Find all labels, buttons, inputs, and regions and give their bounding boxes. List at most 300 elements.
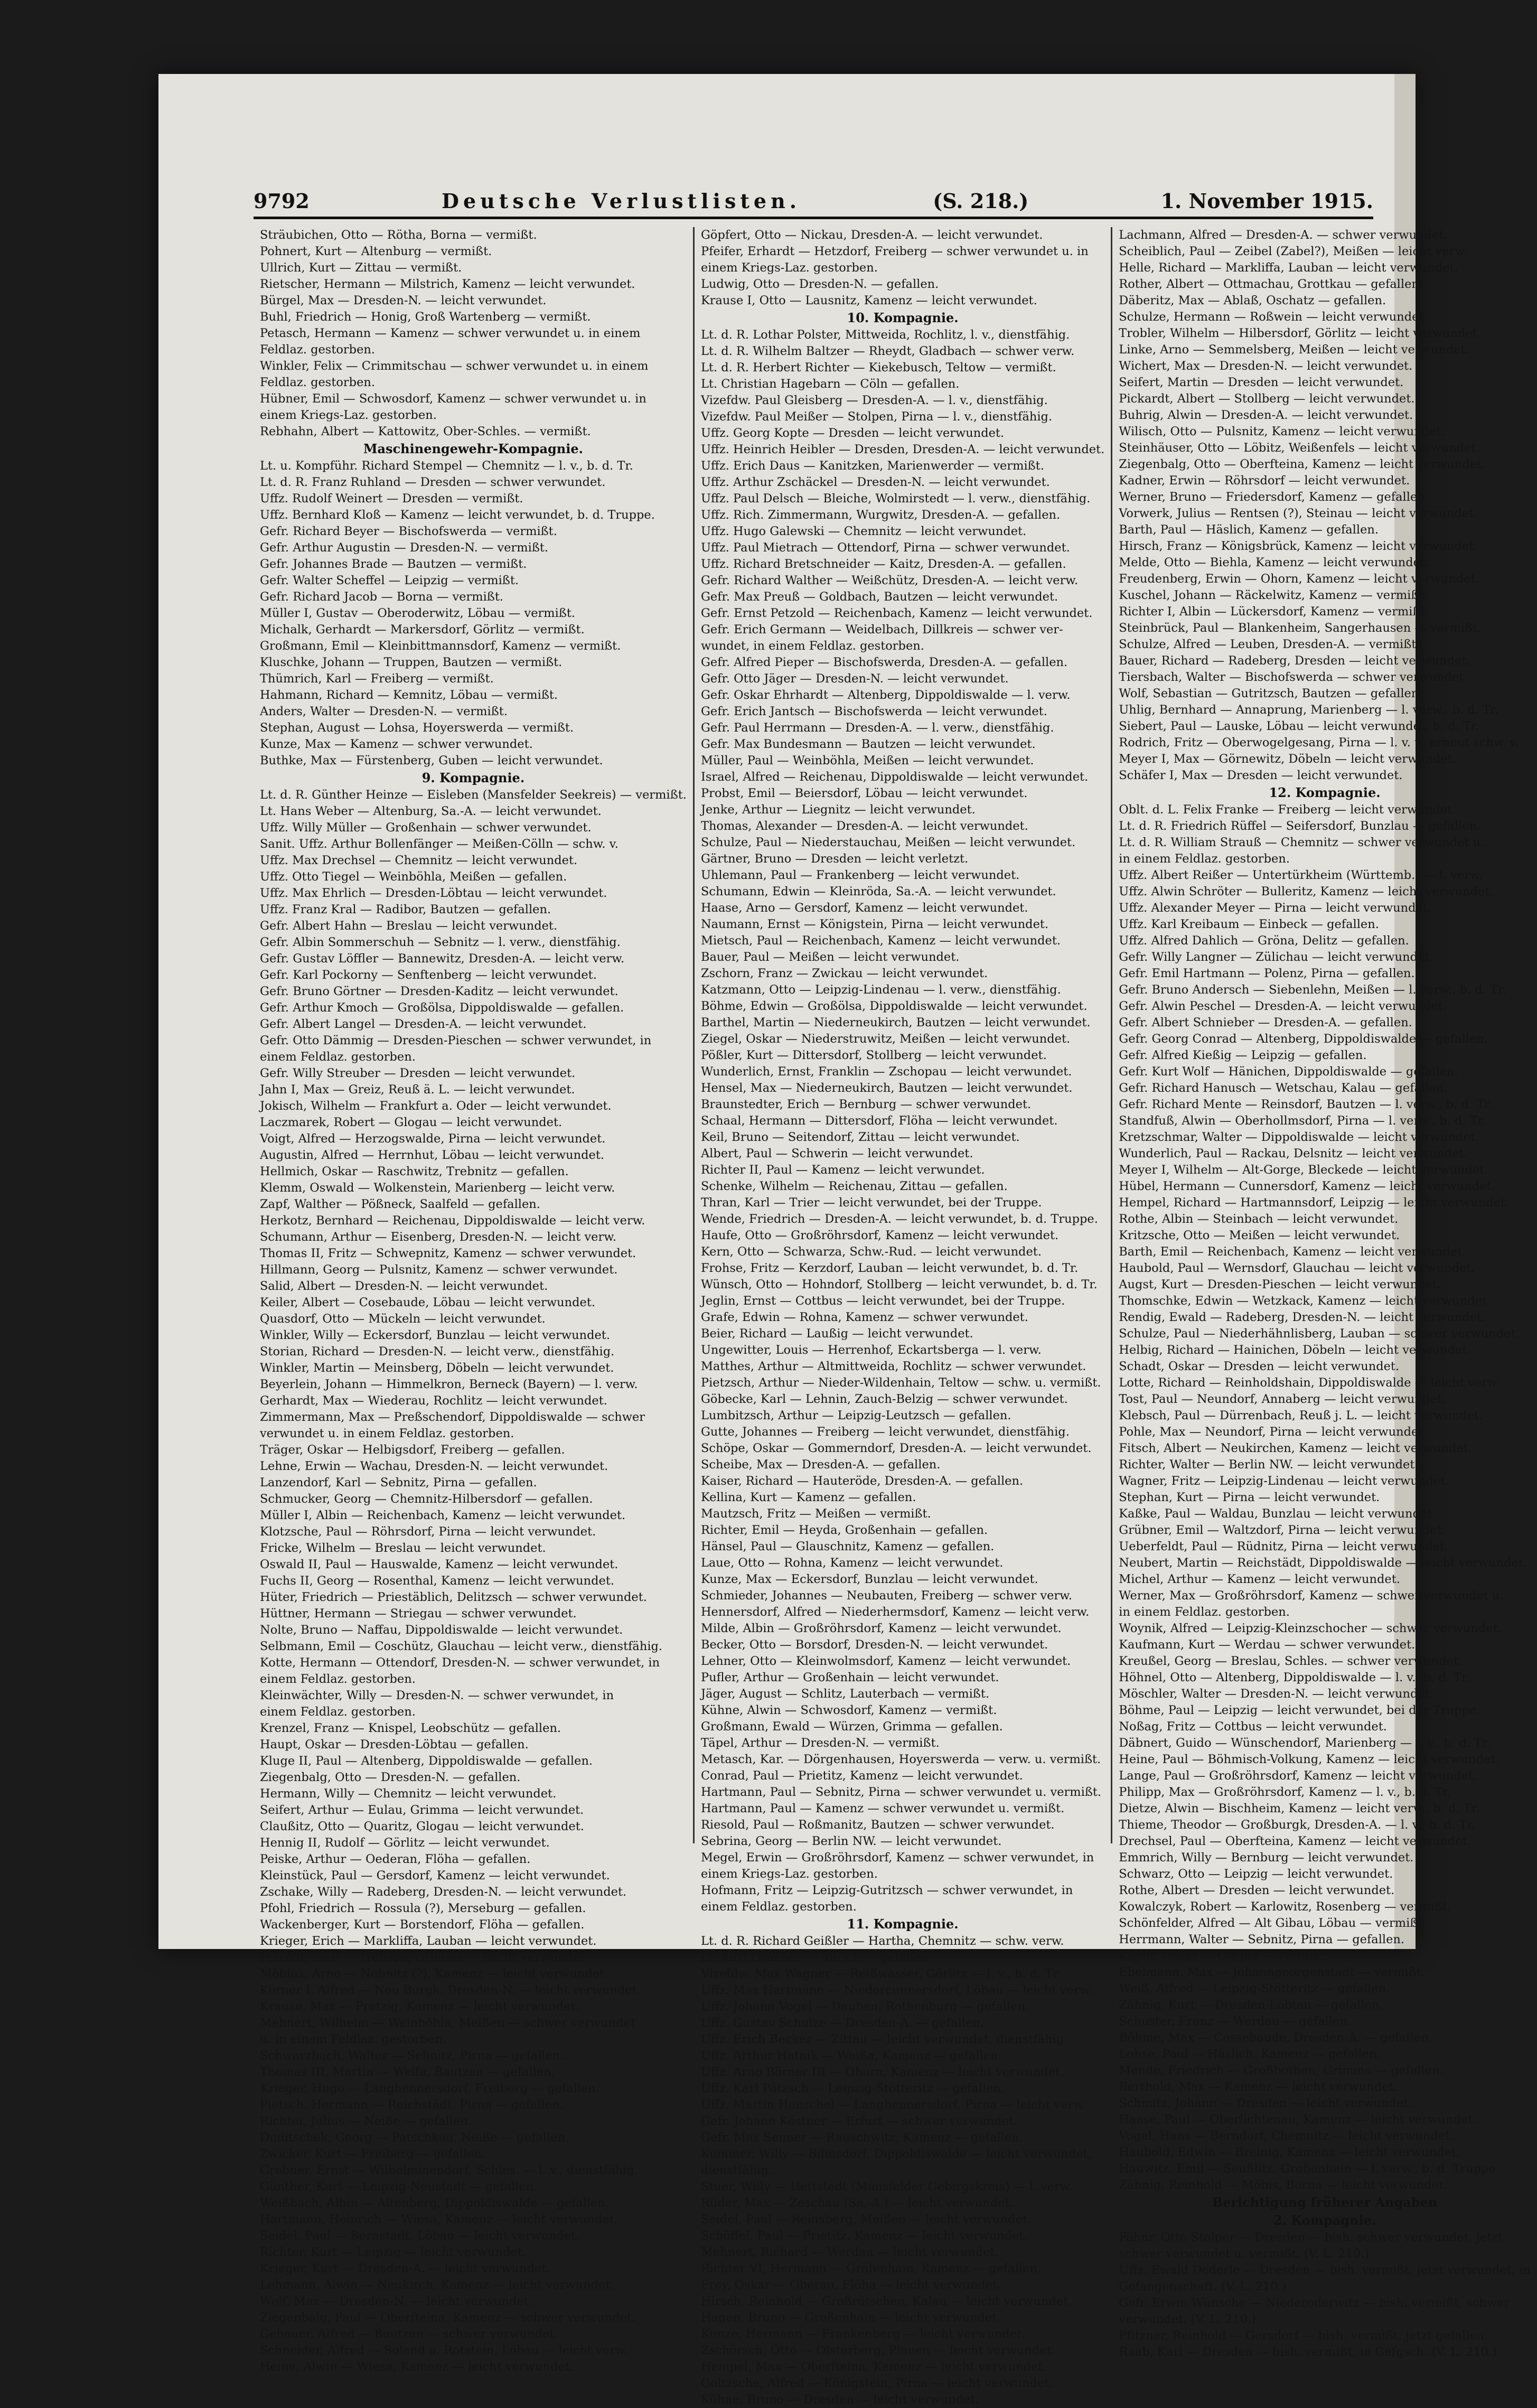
list-entry: Winkler, Felix — Crimmitschau — schwer verwundet u. in einem bbox=[260, 359, 649, 373]
list-entry: Hempel, Richard — Hartmannsdorf, Leipzig — leicht verwundet. bbox=[1119, 1196, 1510, 1210]
list-entry: Gefr. Alfred Kießig — Leipzig — gefallen. bbox=[1119, 1048, 1367, 1062]
list-entry: Wunderlich, Paul — Rackau, Delsnitz — leicht verwundet. bbox=[1119, 1147, 1468, 1160]
list-entry: Lumbitzsch, Arthur — Leipzig-Leutzsch — gefallen. bbox=[700, 1409, 1011, 1422]
list-entry: Zähnig, Kurt — Dresden-Löbtau — gefallen. bbox=[1119, 1998, 1383, 2012]
list-entry: Uffz. Rich. Zimmermann, Wurgwitz, Dresden-A. — gefallen. bbox=[700, 508, 1061, 522]
list-entry: Winkler, Willy — Eckersdorf, Bunzlau — leicht verwundet. bbox=[260, 1328, 611, 1342]
list-entry: Lehmann, Alwin — Neukirch, Kamenz — leicht verwundet. bbox=[260, 2278, 614, 2292]
list-entry: Albert, Paul — Schwerin — leicht verwundet. bbox=[700, 1147, 973, 1160]
list-entry: Kleinstück, Paul — Gersdorf, Kamenz — leicht verwundet. bbox=[260, 1869, 610, 1882]
list-entry: Buthke, Max — Fürstenberg, Guben — leicht verwundet. bbox=[260, 754, 603, 767]
list-entry: Gefr. Walter Scheffel — Leipzig — vermißt. bbox=[260, 574, 519, 587]
list-entry: Mende, Friedrich — Großbothen, Grimma — gefallen. bbox=[1119, 2064, 1444, 2077]
list-entry: Richter VI, Hermann — Gräfenhain, Kamenz — gefallen. bbox=[700, 2262, 1042, 2275]
list-entry: Krieger, Erich — Markliffa, Lauban — leicht verwundet. bbox=[260, 1934, 597, 1948]
list-entry: Hübel, Hermann — Cunnersdorf, Kamenz — leicht verwundet. bbox=[1119, 1179, 1495, 1193]
list-entry: Thran, Karl — Trier — leicht verwundet, bei der Truppe. bbox=[700, 1196, 1042, 1210]
list-entry: Ebelmann, Max — Johanngeorgenstadt — vermißt. bbox=[1119, 1965, 1426, 1979]
list-entry: Fähnr. Otto Stolper — Dresden — bish. schwer verwundet, jetzt bbox=[1119, 2231, 1503, 2244]
list-entry: einem Feldlaz. gestorben. bbox=[700, 1900, 857, 1914]
list-entry: Goltzsche, Alfred — Königstein, Pirna — leicht verwundet. bbox=[700, 2376, 1053, 2390]
list-entry: Werner, Max — Großröhrsdorf, Kamenz — schwer verwundet u. bbox=[1119, 1589, 1504, 1603]
list-entry: Klemt, Oskar — Görlitz — vermißt. bbox=[1119, 1949, 1329, 1963]
list-entry: Kluschke, Johann — Truppen, Bautzen — vermißt. bbox=[260, 655, 563, 669]
list-entry: Fricke, Wilhelm — Breslau — leicht verwundet. bbox=[260, 1541, 546, 1555]
list-entry: Haase, Arno — Gersdorf, Kamenz — leicht verwundet. bbox=[700, 901, 1028, 915]
list-entry: Gefr. Johannes Brade — Bautzen — vermißt. bbox=[260, 557, 527, 571]
list-entry: Feldlaz. gestorben. bbox=[260, 376, 376, 389]
page-number: 9792 bbox=[254, 189, 310, 213]
list-entry: Melde, Otto — Biehla, Kamenz — leicht verwundet. bbox=[1119, 556, 1429, 569]
list-entry: Wichert, Max — Dresden-N. — leicht verwundet. bbox=[1119, 359, 1413, 373]
list-entry: Zwicker, Kurt — Freiberg — gefallen. bbox=[260, 2147, 486, 2161]
list-entry: Rietscher, Hermann — Milstrich, Kamenz — leicht verwundet. bbox=[260, 277, 635, 291]
list-entry: Zähnig, Reinhold — Möbis, Borna — leicht verwundet. bbox=[1119, 2178, 1448, 2192]
list-entry: Gefangenschaft. (V. L. 210.) bbox=[1119, 2280, 1287, 2293]
list-entry: Lt. d. R. Günther Heinze — Eisleben (Mansfelder Seekreis) — vermißt. bbox=[260, 788, 687, 802]
list-entry: verwundet. (V. L. 210.) bbox=[1119, 2312, 1256, 2326]
list-entry: Uffz. Martin Henschel — Langhennersdorf, Pirna — leicht verw. bbox=[700, 2098, 1086, 2112]
list-entry: Schumann, Arthur — Eisenberg, Dresden-N. — leicht verw. bbox=[260, 1230, 616, 1244]
list-entry: Wilisch, Otto — Pulsnitz, Kamenz — leicht verwundet. bbox=[1119, 425, 1445, 438]
list-entry: Uffz. Richard Bretschneider — Kaitz, Dresden-A. — gefallen. bbox=[700, 557, 1066, 571]
list-entry: Schneider, Alfred — Soland a. Rotstein, Löbau — leicht verw. bbox=[260, 2344, 628, 2357]
list-entry: Metasch, Kar. — Dörgenhausen, Hoyerswerda — verw. u. vermißt. bbox=[700, 1753, 1101, 1766]
list-entry: Gefr. Richard Mente — Reinsdorf, Bautzen — l. verw., b. d. Tr. bbox=[1119, 1098, 1493, 1111]
list-entry: Vizefdw. Paul Meißer — Stolpen, Pirna — l. v., dienstfähig. bbox=[700, 410, 1053, 424]
list-entry: Kummer, Willy — Bilmsdorf, Dippoldiswalde — leicht verwundet, bbox=[700, 2147, 1092, 2161]
list-entry: Mietsch, Paul — Reichenbach, Kamenz — leicht verwundet. bbox=[700, 934, 1061, 948]
list-entry: Kreußel, Georg — Breslau, Schles. — schwer verwundet. bbox=[1119, 1654, 1463, 1668]
list-entry: Kritzsche, Otto — Meißen — leicht verwundet. bbox=[1119, 1229, 1400, 1242]
list-entry: Haubold, Edwin — Breinig, Kamenz — leicht verwundet. bbox=[1119, 2145, 1460, 2159]
list-entry: Gutte, Johannes — Freiberg — leicht verwundet, dienstfähig. bbox=[700, 1425, 1070, 1439]
list-entry: Schulze, Paul — Niederhähnlisberg, Lauban — schwer verwundet. bbox=[1119, 1327, 1520, 1341]
list-entry: Wagner, Fritz — Leipzig-Lindenau — leicht verwundet. bbox=[1119, 1474, 1449, 1488]
list-entry: Meyer I, Max — Görnewitz, Döbeln — leicht verwundet. bbox=[1119, 752, 1457, 766]
list-entry: Beyerlein, Johann — Himmelkron, Berneck (Bayern) — l. verw. bbox=[260, 1378, 638, 1391]
list-entry: Ullrich, Kurt — Zittau — vermißt. bbox=[260, 261, 462, 275]
list-entry: Täpel, Arthur — Dresden-N. — vermißt. bbox=[700, 1736, 940, 1750]
list-entry: Scheiblich, Paul — Zeibel (Zabel?), Meißen — leicht verw. bbox=[1119, 245, 1468, 258]
list-entry: Braunstedter, Erich — Bernburg — schwer verwundet. bbox=[700, 1098, 1032, 1111]
list-entry: Körner I, Alfred — Neu Burgk, Dresden-N. — leicht verwundet. bbox=[260, 1983, 641, 1997]
list-entry: Gefr. Johann Köstner — Erfurt — schwer verwundet. bbox=[700, 2114, 1018, 2128]
list-entry: Ziegel, Oskar — Niederstruwitz, Meißen — leicht verwundet. bbox=[700, 1032, 1071, 1046]
list-entry: Buhl, Friedrich — Honig, Groß Wartenberg — vermißt. bbox=[260, 310, 591, 324]
list-entry: Uffz. Bernhard Kloß — Kamenz — leicht verwundet, b. d. Truppe. bbox=[260, 508, 655, 522]
list-entry: Israel, Alfred — Reichenau, Dippoldiswalde — leicht verwundet. bbox=[700, 770, 1089, 784]
list-entry: Kunze, Hermann — Frankenberg — leicht verwundet. bbox=[700, 2327, 1026, 2341]
list-entry: Salid, Albert — Dresden-N. — leicht verwundet. bbox=[260, 1279, 548, 1293]
list-entry: Krause, Max — Pretzig, Kamenz — leicht verwundet. bbox=[260, 2000, 579, 2013]
list-entry: einem Kriegs-Laz. gestorben. bbox=[260, 408, 437, 422]
list-entry: Pietzsch, Arthur — Nieder-Wildenhain, Teltow — schw. u. vermißt. bbox=[700, 1376, 1101, 1390]
list-entry: Möbius, Arno — Nebnitz (?), Kamenz — leicht verwundet. bbox=[260, 1967, 608, 1981]
list-entry: Uffz. Paul Mietrach — Ottendorf, Pirna — schwer verwundet. bbox=[700, 541, 1070, 555]
list-entry: Hensel, Max — Niederneukirch, Bautzen — leicht verwundet. bbox=[700, 1081, 1073, 1095]
list-entry: einem Feldlaz. gestorben. bbox=[260, 1050, 416, 1064]
list-entry: Richter, Kurt — Leipzig — leicht verwundet. bbox=[260, 2245, 526, 2259]
list-entry: Wolf, Max — Dresden-N. — leicht verwundet. bbox=[260, 2294, 532, 2308]
list-entry: Uffz. Albert Reißer — Untertürkheim (Württemb.) — l. verw. bbox=[1119, 868, 1483, 882]
list-entry: Lt. d. R. William Strauß — Chemnitz — schwer verwundet u. bbox=[1119, 836, 1485, 849]
list-entry: in einem Feldlaz. gestorben. bbox=[1119, 852, 1290, 866]
list-entry: Rebhahn, Albert — Kattowitz, Ober-Schles. — vermißt. bbox=[260, 425, 591, 438]
list-entry: Uffz. Arthur Zschäckel — Dresden-N. — leicht verwundet. bbox=[700, 475, 1050, 489]
list-entry: Katzmann, Otto — Leipzig-Lindenau — l. verw., dienstfähig. bbox=[700, 983, 1061, 997]
list-entry: Seidel, Paul — Reinsberg, Meißen — leicht verwundet. bbox=[700, 2213, 1031, 2226]
list-entry: Grübner, Emil — Waltzdorf, Pirna — leicht verwundet. bbox=[1119, 1523, 1446, 1537]
list-entry: Hüter, Friedrich — Priestäblich, Delitzsch — schwer verwundet. bbox=[260, 1590, 647, 1604]
list-entry: Hempel, Max — Oberfteina, Kamenz — leicht verwundet. bbox=[700, 2360, 1047, 2374]
list-entry: Thieme, Theodor — Großburgk, Dresden-A. — l. v., b. d. Tr. bbox=[1119, 1818, 1475, 1832]
list-entry: Gefr. Erwin Wünsche — Niederoderwitz — bish. vermißt, schwer bbox=[1119, 2296, 1510, 2310]
list-entry: Uffz. Karl Pötzsch — Leipzig-Stötteritz — gefallen. bbox=[700, 2082, 1005, 2095]
list-entry: Schaal, Hermann — Dittersdorf, Flöha — leicht verwundet. bbox=[700, 1114, 1058, 1128]
list-entry: Jeglin, Ernst — Cottbus — leicht verwundet, bei der Truppe. bbox=[700, 1294, 1065, 1308]
section-heading: 9. Kompagnie. bbox=[421, 770, 525, 785]
list-entry: Uffz. Alfred Dahlich — Gröna, Delitz — gefallen. bbox=[1119, 934, 1409, 948]
list-entry: Keiler, Albert — Cosebaude, Löbau — leicht verwundet. bbox=[260, 1296, 596, 1309]
list-entry: Helle, Richard — Markliffa, Lauban — leicht verwundet. bbox=[1119, 261, 1458, 275]
list-entry: Gefr. Arthur Augustin — Dresden-N. — vermißt. bbox=[260, 541, 549, 555]
list-entry: Thümrich, Karl — Freiberg — vermißt. bbox=[260, 672, 494, 686]
list-entry: Hartmann, Paul — Kamenz — schwer verwundet u. vermißt. bbox=[700, 1802, 1065, 1815]
list-entry: Müller I, Gustav — Oberoderwitz, Löbau — vermißt. bbox=[260, 606, 576, 620]
list-entry: Nolte, Bruno — Naffau, Dippoldiswalde — leicht verwundet. bbox=[260, 1623, 623, 1637]
list-entry: Gefr. Bruno Andersch — Siebenlehn, Meißen — l. verw., b. d. Tr. bbox=[1119, 983, 1506, 997]
list-entry: Voigt, Alfred — Herzogswalde, Pirna — leicht verwundet. bbox=[260, 1132, 606, 1146]
list-entry: Mehnert, Wilhelm — Weinböhla, Meißen — schwer verwundet bbox=[260, 2016, 635, 2030]
list-entry: Heine, Paul — Böhmisch-Volkung, Kamenz — leicht verwundet. bbox=[1119, 1753, 1499, 1766]
list-entry: Gefr. Richard Walther — Weißchütz, Dresden-A. — leicht verw. bbox=[700, 574, 1079, 587]
list-entry: Vizefdw. Max Wagner — Reißwasser, Görlitz — l. v., b. d. Tr. bbox=[700, 1967, 1061, 1981]
list-entry: Rother, Albert — Ottmachau, Grottkau — gefallen. bbox=[1119, 277, 1423, 291]
list-entry: Krenzel, Franz — Knispel, Leobschütz — gefallen. bbox=[260, 1721, 561, 1735]
list-entry: Lehner, Otto — Kleinwolmsdorf, Kamenz — leicht verwundet. bbox=[700, 1654, 1071, 1668]
issue-number: (S. 218.) bbox=[933, 189, 1029, 213]
list-entry: Schulze, Alfred — Leuben, Dresden-A. — vermißt. bbox=[1119, 638, 1420, 651]
list-entry: Raab, Karl — Dresden — bish. vermißt, in Gefgsch. (V. L. 210.) bbox=[1119, 2345, 1497, 2359]
list-entry: Pohnert, Kurt — Altenburg — vermißt. bbox=[260, 245, 492, 258]
list-entry: Hillmann, Georg — Pulsnitz, Kamenz — schwer verwundet. bbox=[260, 1263, 618, 1277]
list-entry: Vorwerk, Julius — Rentsen (?), Steinau — leicht verwundet. bbox=[1119, 507, 1478, 520]
list-entry: Hirsch, Reinhold — Großrötschen, Kalau — leicht verwundet. bbox=[700, 2294, 1072, 2308]
list-entry: Weißbach, Albin — Altenberg, Dippoldiswalde — gefallen. bbox=[260, 2196, 609, 2210]
list-entry: Vizefdw. Paul Gleisberg — Dresden-A. — l. v., dienstfähig. bbox=[700, 393, 1048, 407]
list-entry: Stephan, Kurt — Pirna — leicht verwundet. bbox=[1119, 1491, 1380, 1504]
list-entry: Kretzschmar, Walter — Dippoldiswalde — leicht verwundet. bbox=[1119, 1130, 1479, 1144]
list-entry: Hänsel, Paul — Glauschnitz, Kamenz — gefallen. bbox=[700, 1540, 995, 1553]
list-entry: Naumann, Ernst — Königstein, Pirna — leicht verwundet. bbox=[700, 917, 1049, 931]
list-entry: Trobler, Wilhelm — Hilbersdorf, Görlitz — leicht verwundet. bbox=[1119, 326, 1482, 340]
list-entry: Pohle, Max — Neundorf, Pirna — leicht verwundet. bbox=[1119, 1425, 1427, 1439]
list-entry: Seifert, Martin — Dresden — leicht verwundet. bbox=[1119, 376, 1404, 389]
list-entry: u. in einem Feldlaz. gestorben. bbox=[260, 2032, 446, 2046]
list-entry: Möschler, Walter — Dresden-N. — leicht verwundet. bbox=[1119, 1687, 1433, 1701]
list-entry: Gefr. Emil Hartmann — Polenz, Pirna — gefallen. bbox=[1119, 967, 1415, 980]
list-entry: Steinbrück, Paul — Blankenheim, Sangerhausen — vermißt. bbox=[1119, 621, 1482, 635]
list-entry: Zapf, Walther — Pößneck, Saalfeld — gefallen. bbox=[260, 1197, 540, 1211]
list-entry: Emmrich, Willy — Bernburg — leicht verwundet. bbox=[1119, 1851, 1414, 1864]
list-entry: Uffz. Rudolf Weinert — Dresden — vermißt. bbox=[260, 492, 523, 505]
list-entry: Kellina, Kurt — Kamenz — gefallen. bbox=[700, 1491, 916, 1504]
list-entry: Neubert, Martin — Reichstädt, Dippoldiswalde — leicht verwundet. bbox=[1119, 1556, 1527, 1570]
list-entry: Bauer, Paul — Meißen — leicht verwundet. bbox=[700, 950, 960, 964]
list-entry: Hermann, Willy — Chemnitz — leicht verwundet. bbox=[260, 1787, 557, 1801]
list-entry: Böhme, Edwin — Großölsa, Dippoldiswalde — leicht verwundet. bbox=[700, 999, 1088, 1013]
list-entry: Schmieder, Johannes — Neubauten, Freiberg — schwer verw. bbox=[700, 1589, 1072, 1603]
list-entry: Duditschek, Georg — Patschkau, Neiße — gefallen. bbox=[260, 2131, 569, 2144]
list-entry: einem Kriegs-Laz. gestorben. bbox=[700, 1867, 878, 1881]
list-entry: Philipp, Max — Großröhrsdorf, Kamenz — l. v., b. d. Tr. bbox=[1119, 1785, 1451, 1799]
list-entry: Uffz. Arno Börner III — Ohorn, Kamenz — leicht verwundet. bbox=[700, 2065, 1064, 2079]
list-entry: Lt. Hans Weber — Altenburg, Sa.-A. — leicht verwundet. bbox=[260, 804, 602, 818]
list-entry: Zschorn, Franz — Zwickau — leicht verwundet. bbox=[700, 967, 988, 980]
columns bbox=[254, 227, 1531, 2406]
list-entry: Drechsel, Paul — Oberfteina, Kamenz — leicht verwundet. bbox=[1119, 1834, 1471, 1848]
list-entry: Uffz. Max Hartmann — Niedercunnersdorf, Löbau — leicht verw. bbox=[700, 1983, 1092, 1997]
list-entry: Tost, Paul — Neundorf, Annaberg — leicht verwundet. bbox=[1119, 1392, 1446, 1406]
list-entry: Buhrig, Alwin — Dresden-A. — leicht verwundet. bbox=[1119, 408, 1413, 422]
list-entry: Uffz. Ewald Dederle — Dresden — bish. vermißt, jetzt verwundet, in bbox=[1119, 2263, 1531, 2277]
list-entry: Ziegenbalg, Otto — Oberfteina, Kamenz — leicht verwundet. bbox=[1119, 457, 1486, 471]
list-entry: Schumann, Edwin — Kleinröda, Sa.-A. — leicht verwundet. bbox=[700, 885, 1056, 898]
list-entry: Kadner, Erwin — Röhrsdorf — leicht verwundet. bbox=[1119, 474, 1410, 488]
list-entry: Mautzsch, Fritz — Meißen — vermißt. bbox=[700, 1507, 931, 1521]
list-entry: in einem Feldlaz. gestorben. bbox=[1119, 1605, 1290, 1619]
list-entry: Rüder, Max — Zeschau (Sa.-A.) — leicht verwundet. bbox=[700, 2196, 1014, 2210]
list-entry: Bauer, Richard — Radeberg, Dresden — leicht verwundet. bbox=[1119, 654, 1470, 668]
list-entry: Gefr. Erich Jantsch — Bischofswerda — leicht verwundet. bbox=[700, 705, 1047, 718]
list-entry: Dietze, Alwin — Bischheim, Kamenz — leicht verw., b. d. Tr. bbox=[1119, 1802, 1480, 1815]
list-entry: Gefr. Georg Conrad — Altenberg, Dippoldiswalde — gefallen. bbox=[1119, 1032, 1488, 1046]
list-entry: Gefr. Gustav Löffler — Bannewitz, Dresden-A. — leicht verw. bbox=[260, 952, 625, 966]
list-entry: Gefr. Alfred Pieper — Bischofswerda, Dresden-A. — gefallen. bbox=[700, 655, 1068, 669]
page-title: Deutsche Verlustlisten. bbox=[442, 189, 801, 213]
list-entry: Hirsch, Franz — Königsbrück, Kamenz — leicht verwundet. bbox=[1119, 539, 1478, 553]
list-entry: Kluge II, Paul — Altenberg, Dippoldiswalde — gefallen. bbox=[260, 1754, 593, 1768]
list-entry: Gefr. Ernst Petzold — Reichenbach, Kamenz — leicht verwundet. bbox=[700, 606, 1093, 620]
list-entry: Uffz. Georg Kopte — Dresden — leicht verwundet. bbox=[700, 426, 1005, 440]
list-entry: Krieger, Kurt — Dresden-A. — leicht verwundet. bbox=[260, 2262, 550, 2275]
list-entry: Wolf, Sebastian — Gutritzsch, Bautzen — gefallen. bbox=[1119, 687, 1423, 700]
section-heading: 10. Kompagnie. bbox=[847, 310, 959, 325]
list-entry: Fitsch, Albert — Neukirchen, Kamenz — leicht verwundet. bbox=[1119, 1441, 1473, 1455]
list-entry: Lt. d. R. Lothar Polster, Mittweida, Rochlitz, l. v., dienstfähig. bbox=[700, 328, 1070, 342]
list-entry: Haufe, Otto — Großröhrsdorf, Kamenz — leicht verwundet. bbox=[700, 1229, 1059, 1242]
list-entry: Berthold, Max — Kamenz — leicht verwundet. bbox=[1119, 2080, 1398, 2094]
list-entry: Sebrina, Georg — Berlin NW. — leicht verwundet. bbox=[700, 1834, 1002, 1848]
list-entry: Uffz. Otto Tiegel — Weinböhla, Meißen — gefallen. bbox=[260, 870, 567, 884]
list-entry: Kleinwächter, Willy — Dresden-N. — schwer verwundet, in bbox=[260, 1689, 614, 1702]
list-entry: Krieger, Hugo — Langhennersdorf, Freiberg — gefallen. bbox=[260, 2082, 599, 2095]
list-entry: Steinhäuser, Otto — Löbitz, Weißenfels — leicht verwundet. bbox=[1119, 441, 1480, 455]
list-entry: Linke, Arno — Semmelsberg, Meißen — leicht verwundet. bbox=[1119, 343, 1469, 357]
list-entry: verwundet u. in einem Feldlaz. gestorben. bbox=[260, 1427, 514, 1440]
list-entry: Gefr. Albin Sommerschuh — Sebnitz — l. verw., dienstfähig. bbox=[260, 935, 621, 949]
list-entry: Lt. d. R. Herbert Richter — Kiekebusch, Teltow — vermißt. bbox=[700, 361, 1056, 374]
list-entry: Hauwitz, Emil — Seußlitz, Großenhain — l. verw., b. d. Truppe bbox=[1119, 2162, 1496, 2176]
list-entry: Ludwig, Otto — Dresden-N. — gefallen. bbox=[700, 277, 939, 291]
list-entry: Pfeifer, Erhardt — Hetzdorf, Freiberg — schwer verwundet u. in bbox=[700, 245, 1089, 258]
list-entry: Haupt, Oskar — Dresden-Löbtau — gefallen. bbox=[260, 1738, 529, 1751]
list-entry: Hübner, Emil — Schwosdorf, Kamenz — schwer verwundet u. in bbox=[260, 392, 646, 406]
list-entry: Hartmann, Heinrich — Wiesa, Kamenz — leicht verwundet. bbox=[260, 2213, 618, 2226]
list-entry: Uffz. Johann Vogel — Dauban, Rothenburg — gefallen. bbox=[700, 2000, 1029, 2013]
list-entry: Zschake, Willy — Radeberg, Dresden-N. — leicht verwundet. bbox=[260, 1885, 627, 1899]
list-entry: Uffz. Max Ehrlich — Dresden-Löbtau — leicht verwundet. bbox=[260, 886, 607, 900]
list-entry: Storian, Richard — Dresden-N. — leicht verw., dienstfähig. bbox=[260, 1345, 615, 1358]
list-entry: Pfohl, Friedrich — Rossula (?), Merseburg — gefallen. bbox=[260, 1901, 586, 1915]
list-entry: Sanit. Uffz. Arthur Bollenfänger — Meißen-Cölln — schw. v. bbox=[260, 837, 618, 851]
list-entry: Böhme, Paul — Leipzig — leicht verwundet, bei der Truppe. bbox=[1119, 1703, 1480, 1717]
list-entry: Träger, Oskar — Helbigsdorf, Freiberg — gefallen. bbox=[260, 1443, 565, 1457]
list-entry: Gefr. Albert Langel — Dresden-A. — leicht verwundet. bbox=[260, 1017, 587, 1031]
list-entry: Gefr. Albert Schnieber — Dresden-A. — gefallen. bbox=[1119, 1016, 1412, 1029]
list-entry: Kaufmann, Kurt — Werdau — schwer verwundet. bbox=[1119, 1638, 1416, 1652]
list-entry: Jenke, Arthur — Liegnitz — leicht verwundet. bbox=[700, 803, 976, 817]
list-entry: Werner, Bruno — Friedersdorf, Kamenz — gefallen. bbox=[1119, 490, 1429, 504]
list-entry: Claußitz, Otto — Quaritz, Glogau — leicht verwundet. bbox=[260, 1820, 584, 1833]
list-entry: Thomschke, Edwin — Wetzkack, Kamenz — leicht verwundet. bbox=[1119, 1294, 1491, 1308]
list-entry: Uffz. Gustav Schulze — Dresden-A. — gefallen. bbox=[700, 2016, 985, 2030]
list-entry: Klemm, Oswald — Wolkenstein, Marienberg — leicht verw. bbox=[260, 1181, 615, 1195]
list-entry: Lt. d. R. Richard Geißler — Hartha, Chemnitz — schw. verw. bbox=[700, 1934, 1064, 1948]
list-entry: Gefr. Arthur Kmoch — Großölsa, Dippoldiswalde — gefallen. bbox=[260, 1001, 624, 1015]
list-entry: Uffz. Erich Becker — Zittau — leicht verwundet, dienstfähig. bbox=[700, 2032, 1068, 2046]
list-entry: Böhme, Max — Cossebaude, Dresden-A. — gefallen. bbox=[1119, 2031, 1432, 2045]
list-entry: Gärtner, Bruno — Dresden — leicht verletzt. bbox=[700, 852, 969, 866]
list-entry: Pößler, Kurt — Dittersdorf, Stollberg — leicht verwundet. bbox=[700, 1048, 1047, 1062]
list-entry: Kowalczyk, Robert — Karlowitz, Rosenberg — vermißt. bbox=[1119, 1900, 1451, 1914]
list-entry: Laue, Otto — Rohna, Kamenz — leicht verwundet. bbox=[700, 1556, 1004, 1570]
list-entry: Peiske, Arthur — Oederan, Flöha — gefallen. bbox=[260, 1852, 531, 1866]
list-entry: Uffz. Willy Müller — Großenhain — schwer verwundet. bbox=[260, 821, 592, 835]
list-entry: Beier, Richard — Laußig — leicht verwundet. bbox=[700, 1327, 973, 1341]
list-entry: Ziegenbalg, Paul — Oberfteina, Kamenz — schwer verwundet. bbox=[260, 2311, 636, 2325]
list-entry: Becker, Otto — Borsdorf, Dresden-N. — leicht verwundet. bbox=[700, 1638, 1048, 1652]
section-heading: Maschinengewehr-Kompagnie. bbox=[363, 441, 583, 456]
list-entry: Lt. d. R. Friedrich Rüffel — Seifersdorf, Bunzlau — gefallen. bbox=[1119, 819, 1481, 833]
list-entry: Hennig II, Rudolf — Görlitz — leicht verwundet. bbox=[260, 1836, 550, 1850]
section-heading: 12. Kompagnie. bbox=[1269, 785, 1381, 800]
column-1 bbox=[254, 227, 693, 2374]
list-entry: Kotte, Hermann — Ottendorf, Dresden-N. — schwer verwundet, in bbox=[260, 1656, 660, 1670]
list-entry: Uffz. Alexander Meyer — Pirna — leicht verwundet. bbox=[1119, 901, 1432, 915]
list-entry: Krause I, Otto — Lausnitz, Kamenz — leicht verwundet. bbox=[700, 294, 1037, 307]
list-entry: schwer verwundet u. vermißt. (V. L. 210.) bbox=[1119, 2247, 1370, 2261]
column-2 bbox=[693, 227, 1111, 2406]
list-entry: Megel, Erwin — Großröhrsdorf, Kamenz — schwer verwundet, in bbox=[700, 1851, 1094, 1864]
newspaper-sheet bbox=[158, 74, 1531, 2406]
list-entry: Gefr. Willy Streuber — Dresden — leicht verwundet. bbox=[260, 1066, 576, 1080]
list-entry: Gerhardt, Max — Wiederau, Rochlitz — leicht verwundet. bbox=[260, 1394, 607, 1408]
list-entry: Weiß, Alfred — Leipzig-Stötteritz — gefallen. bbox=[1119, 1982, 1390, 1995]
list-entry: Barth, Paul — Häslich, Kamenz — gefallen. bbox=[1119, 523, 1379, 537]
list-entry: Schulze, Hermann — Roßwein — leicht verwundet. bbox=[1119, 310, 1428, 324]
list-entry: Gefr. Karl Pockorny — Senftenberg — leicht verwundet. bbox=[260, 968, 597, 982]
list-entry: Bürgel, Max — Dresden-N. — leicht verwundet. bbox=[260, 294, 547, 307]
list-entry: Hofmann, Fritz — Leipzig-Gutritzsch — schwer verwundet, in bbox=[700, 1884, 1073, 1897]
list-entry: Helbig, Richard — Hainichen, Döbeln — leicht verwundet. bbox=[1119, 1343, 1471, 1357]
list-entry: Zimmermann, Max — Preßschendorf, Dippoldiswalde — schwer bbox=[260, 1410, 645, 1424]
list-entry: Gefr. Otto Dämmig — Dresden-Pieschen — schwer verwundet, in bbox=[260, 1034, 652, 1047]
list-entry: Heine, Alwin — Wiesa, Kamenz — leicht verwundet. bbox=[260, 2360, 574, 2374]
list-entry: Kühne, Bruno — Dresden — leicht verwundet. bbox=[700, 2393, 979, 2406]
list-entry: Freudenberg, Erwin — Ohorn, Kamenz — leicht verwundet. bbox=[1119, 572, 1479, 586]
list-entry: Tiersbach, Walter — Bischofswerda — schwer verwundet. bbox=[1119, 670, 1468, 684]
list-entry: Augst, Kurt — Dresden-Pieschen — leicht verwundet. bbox=[1119, 1278, 1441, 1291]
list-entry: Petasch, Hermann — Kamenz — schwer verwundet u. in einem bbox=[260, 326, 641, 340]
list-entry: Michalk, Gerhardt — Markersdorf, Görlitz — vermißt. bbox=[260, 623, 585, 636]
list-entry: Oblt. d. L. Felix Franke — Freiberg — leicht verwundet. bbox=[1119, 803, 1456, 817]
list-entry: Richter I, Albin — Lückersdorf, Kamenz — vermißt. bbox=[1119, 605, 1429, 619]
section-heading: Berichtigung früherer Angaben bbox=[1212, 2195, 1438, 2210]
list-entry: Hellmich, Oskar — Raschwitz, Trebnitz — gefallen. bbox=[260, 1165, 569, 1178]
list-entry: Gefr. Otto Jäger — Dresden-N. — leicht verwundet. bbox=[700, 672, 1009, 686]
list-entry: Richter II, Paul — Kamenz — leicht verwundet. bbox=[700, 1163, 985, 1177]
list-entry: Uffz. Franz Kral — Radibor, Bautzen — gefallen. bbox=[260, 903, 551, 916]
list-entry: Haase, Paul — Oberlichtenau, Kamenz — leicht verwundet. bbox=[1119, 2113, 1477, 2126]
list-entry: Lachmann, Alfred — Dresden-A. — schwer verwundet. bbox=[1119, 228, 1448, 242]
list-entry: wundet, in einem Feldlaz. gestorben. bbox=[700, 639, 924, 653]
list-entry: Selbmann, Emil — Coschütz, Glauchau — leicht verw., dienstfähig. bbox=[260, 1639, 663, 1653]
list-entry: Kuschel, Johann — Räckelwitz, Kamenz — vermißt. bbox=[1119, 588, 1428, 602]
list-entry: Hahmann, Richard — Kemnitz, Löbau — vermißt. bbox=[260, 688, 558, 702]
list-entry: Hennersdorf, Alfred — Niederhermsdorf, Kamenz — leicht verw. bbox=[700, 1605, 1090, 1619]
list-entry: Gefr. Max Preuß — Goldbach, Bautzen — leicht verwundet. bbox=[700, 590, 1058, 604]
list-entry: Winkler, Martin — Meinsberg, Döbeln — leicht verwundet. bbox=[260, 1361, 614, 1375]
list-entry: Göbecke, Karl — Lehnin, Zauch-Belzig — schwer verwundet. bbox=[700, 1392, 1068, 1406]
list-entry: Wende, Friedrich — Dresden-A. — leicht verwundet, b. d. Truppe. bbox=[700, 1212, 1098, 1226]
list-entry: Uffz. Hugo Galewski — Chemnitz — leicht verwundet. bbox=[700, 524, 1027, 538]
list-entry: Müller, Paul — Weinböhla, Meißen — leicht verwundet. bbox=[700, 754, 1034, 767]
list-entry: Fuchs II, Georg — Rosenthal, Kamenz — leicht verwundet. bbox=[260, 1574, 615, 1588]
list-entry: Rothe, Albert — Dresden — leicht verwundet. bbox=[1119, 1884, 1395, 1897]
list-entry: Frohse, Fritz — Kerzdorf, Lauban — leicht verwundet, b. d. Tr. bbox=[700, 1261, 1079, 1275]
list-entry: Augustin, Alfred — Herrnhut, Löbau — leicht verwundet. bbox=[260, 1148, 605, 1162]
list-entry: Gefr. Paul Herrmann — Dresden-A. — l. verw., dienstfähig. bbox=[700, 721, 1054, 735]
list-entry: Hagen, Bruno — Großenhain — leicht verwundet. bbox=[700, 2311, 1001, 2325]
list-entry: Schmitz, Johann — Dresden — leicht verwundet. bbox=[1119, 2096, 1412, 2110]
list-entry: Sträubichen, Otto — Rötha, Borna — vermißt. bbox=[260, 228, 537, 242]
list-entry: Conrad, Paul — Prietitz, Kamenz — leicht verwundet. bbox=[700, 1769, 1023, 1783]
list-entry: Riesold, Paul — Roßmanitz, Bautzen — schwer verwundet. bbox=[700, 1818, 1055, 1832]
list-entry: Haubold, Paul — Wernsdorf, Glauchau — leicht verwundet. bbox=[1119, 1261, 1475, 1275]
list-entry: Richter, Emil — Heyda, Großenhain — gefallen. bbox=[700, 1523, 988, 1537]
list-entry: Rodrich, Fritz — Oberwogelgesang, Pirna — l. v. u. erneut schw. v. bbox=[1119, 736, 1519, 749]
list-entry: Quasdorf, Otto — Mückeln — leicht verwundet. bbox=[260, 1312, 546, 1326]
list-entry: Däberitz, Max — Ablaß, Oschatz — gefallen. bbox=[1119, 294, 1386, 307]
list-entry: Kern, Otto — Schwarza, Schw.-Rud. — leicht verwundet. bbox=[700, 1245, 1042, 1259]
list-entry: Hartmann, Paul — Sebnitz, Pirna — schwer verwundet u. vermißt. bbox=[700, 1785, 1102, 1799]
list-entry: Gefr. Albert Hahn — Breslau — leicht verwundet. bbox=[260, 919, 558, 933]
list-entry: Gefr. Max Bundesmann — Bautzen — leicht verwundet. bbox=[700, 737, 1036, 751]
list-entry: Jokisch, Wilhelm — Frankfurt a. Oder — leicht verwundet. bbox=[260, 1099, 612, 1113]
list-entry: Frey, Oskar — Oberau, Flöha — leicht verwundet. bbox=[700, 2278, 1001, 2292]
list-entry: Uffz. Max Drechsel — Chemnitz — leicht verwundet. bbox=[260, 854, 578, 867]
list-entry: Richter, Walter — Berlin NW. — leicht verwundet. bbox=[1119, 1458, 1419, 1472]
list-entry: einem Feldlaz. gestorben. bbox=[260, 1672, 416, 1686]
list-entry: Seifert, Arthur — Eulau, Grimma — leicht verwundet. bbox=[260, 1803, 584, 1817]
list-entry: Göpfert, Otto — Nickau, Dresden-A. — leicht verwundet. bbox=[700, 228, 1043, 242]
list-entry: Großmann, Emil — Kleinbittmannsdorf, Kamenz — vermißt. bbox=[260, 639, 621, 653]
list-entry: Barth, Emil — Reichenbach, Kamenz — leicht verwundet. bbox=[1119, 1245, 1466, 1259]
list-entry: Schwarzbach, Walter — Sebnitz, Pirna — gefallen. bbox=[260, 2049, 564, 2063]
list-entry: Herrmann, Walter — Sebnitz, Pirna — gefallen. bbox=[1119, 1933, 1405, 1946]
